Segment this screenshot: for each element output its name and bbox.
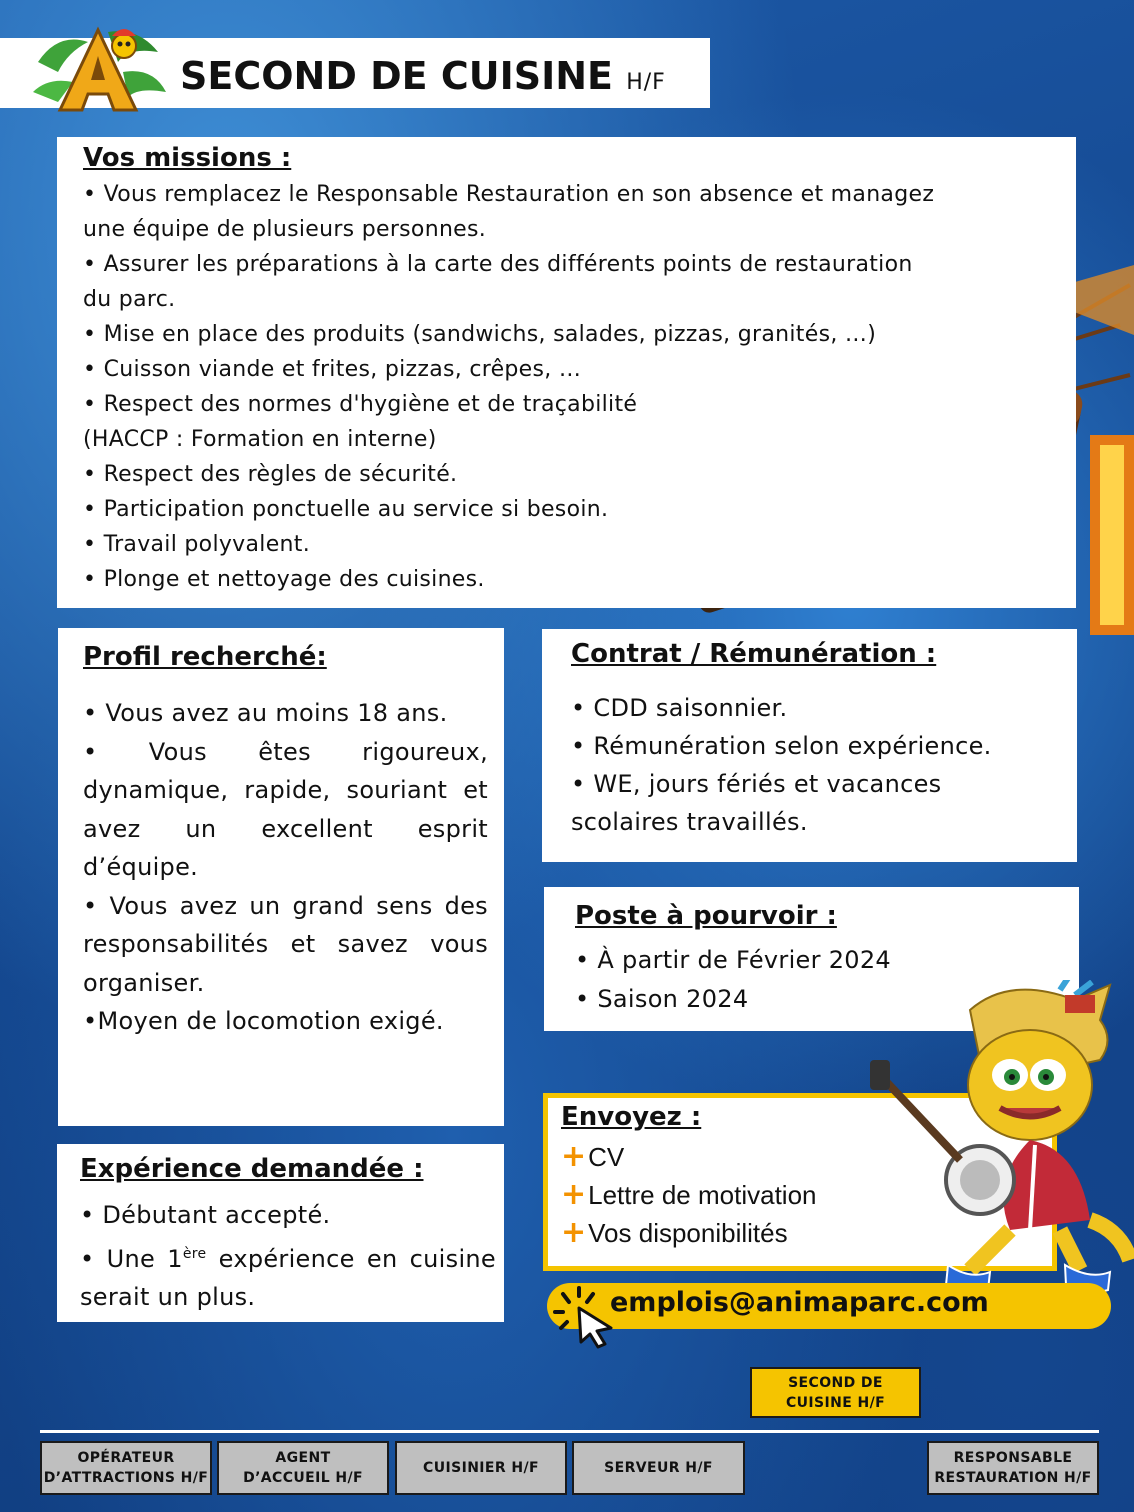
experience-item: • Débutant accepté. [80,1201,331,1229]
position-heading: Poste à pourvoir : [575,901,837,931]
missions-section [57,137,1076,608]
mission-line: • Respect des normes d'hygiène et de traçabilité [83,392,638,417]
mission-line: (HACCP : Formation en interne) [83,427,437,452]
mission-line: • Participation ponctuelle au service si besoin. [83,497,609,522]
animaparc-logo-icon [28,22,168,112]
send-item-label: CV [588,1142,625,1172]
profile-item: • Vous avez au moins 18 ans. [83,699,448,727]
mission-line: • Travail polyvalent. [83,532,310,557]
mission-line: du parc. [83,287,176,312]
page-title [180,54,666,98]
tab-agent-accueil[interactable] [217,1441,389,1495]
contract-item: • CDD saisonnier. [571,694,788,722]
tab-label-line1: OPÉRATEUR [77,1450,175,1466]
experience-item-prefix: • Une 1 [80,1244,183,1273]
tab-operateur-attractions[interactable] [40,1441,212,1495]
experience-item-suffix: expérience en cuisine serait un plus. [80,1244,496,1311]
experience-item-sup: ère [182,1245,207,1262]
tab-label-line1: AGENT [275,1450,331,1466]
mascot-illustration [860,980,1134,1300]
tab-second-de-cuisine[interactable] [750,1367,921,1418]
mission-line: • Respect des règles de sécurité. [83,462,458,487]
experience-heading: Expérience demandée : [80,1154,424,1184]
contract-heading: Contrat / Rémunération : [571,639,937,669]
tab-label-line1: SECOND DE [788,1374,883,1391]
click-cursor-icon [549,1284,619,1350]
contract-item: • Rémunération selon expérience. [571,732,992,760]
mission-line: • Mise en place des produits (sandwichs, salades, pizzas, granités, …) [83,322,877,347]
profile-heading: Profil recherché: [83,642,327,672]
contract-item: • WE, jours fériés et vacances scolaires travaillés. [571,770,942,836]
experience-section [57,1144,504,1322]
position-item: • Saison 2024 [575,985,749,1013]
send-item-label: Lettre de motivation [588,1180,817,1210]
tab-label-line2: CUISINE H/F [785,1394,886,1411]
tab-label-line2: RESTAURATION H/F [934,1470,1092,1486]
mission-line: • Vous remplacez le Responsable Restauration en son absence et managez [83,182,935,207]
profile-item: •Moyen de locomotion exigé. [83,1007,444,1035]
tab-label-line2: D’ACCUEIL H/F [243,1470,363,1486]
send-item-label: Vos disponibilités [588,1218,788,1248]
position-item: • À partir de Février 2024 [575,946,891,974]
tab-label-line1: SERVEUR H/F [604,1460,713,1476]
tab-label-line1: RESPONSABLE [953,1450,1073,1466]
tab-label-line1: CUISINIER H/F [423,1460,539,1476]
tab-responsable-restauration[interactable] [927,1441,1099,1495]
plus-icon: + [561,1139,587,1174]
email-link[interactable]: emplois@animaparc.com [610,1287,989,1318]
plus-icon: + [561,1177,587,1212]
contract-section [542,629,1077,862]
title-suffix: H/F [626,70,666,95]
send-heading: Envoyez : [561,1102,702,1132]
mission-line: une équipe de plusieurs personnes. [83,217,487,242]
profile-item: • Vous êtes rigoureux, dynamique, rapide, souriant et avez un excellent esprit d’équipe. [83,737,488,881]
tab-serveur[interactable] [572,1441,745,1495]
profile-section [58,628,504,1126]
experience-item [80,1235,496,1317]
plus-icon: + [561,1215,587,1250]
mission-line: • Cuisson viande et frites, pizzas, crêpes, … [83,357,582,382]
title-main: SECOND DE CUISINE [180,54,613,98]
missions-heading: Vos missions : [83,143,292,173]
mission-line: • Assurer les préparations à la carte des différents points de restauration [83,252,913,277]
tab-cuisinier[interactable] [395,1441,567,1495]
profile-item: • Vous avez un grand sens des responsabilités et savez vous organiser. [83,891,488,997]
tab-label-line2: D’ATTRACTIONS H/F [43,1470,209,1486]
tab-divider [40,1430,1099,1433]
mission-line: • Plonge et nettoyage des cuisines. [83,567,485,592]
